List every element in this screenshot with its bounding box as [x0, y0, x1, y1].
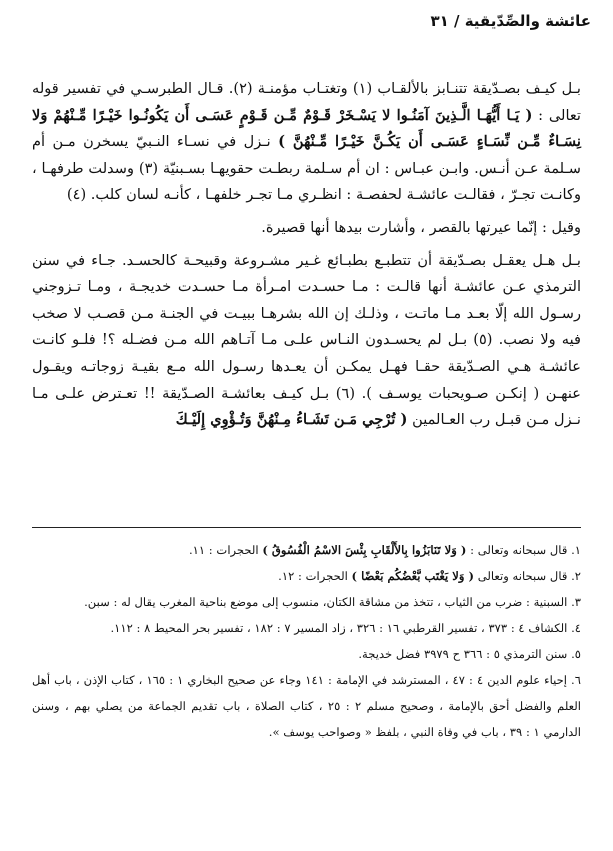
running-header: عائشة والصِّدّيقية / ٣١	[430, 12, 591, 30]
text-run: بـل هـل يعقـل بصـدّيقة أن تتطبـع بطبـائع غـير مشـروعة وقبيحـة كالحسـد. جـاء في سنن الترمذي عـن عائشـة أنها قالـت : مـا حسـدت امـرأة مـا حسـدت خديجـة ، ومـا تـزوجني رسـول الله إلّا بعـد مـا ماتـت ، وذلـك إن الله بشرهـا ببيـت في الجنـة مـن قصـب لا صخب فيه ولا نصب.	[32, 251, 581, 349]
paragraph-1	[32, 76, 581, 209]
footnote-3: ٣. السبنية : ضرب من الثياب ، تتخذ من مشاقة الكتان، منسوب إلى موضع بناحية المغرب يقال له : سبن.	[84, 595, 581, 609]
quran-verse: ( تُرْجِي مَـن تَشَـاءُ مِـنْهُنَّ وَتُـؤْوِي إِلَيْـكَ	[175, 411, 408, 429]
paragraph-2: وقيل : إنّما عيرتها بالقصر ، وأشارت بيدها أنها قصيرة.	[261, 218, 581, 236]
footnote-source: الحجرات : ١١.	[188, 543, 263, 557]
footnote-ref[interactable]: (٢)	[233, 80, 253, 97]
footnotes	[32, 537, 581, 745]
quran-verse: ( وَلا تَنَابَزُوا بِالأَلْقَابِ بِئْسَ الاسْمُ الْفُسُوقُ )	[262, 543, 467, 557]
footnote-separator	[32, 527, 581, 528]
paragraph-3	[32, 248, 581, 434]
text-run: وسدلت طرفهـا ، وكانـت تجـرّ ، فقالـت عائشـة لحفصـة : انظـري مـا تجـر خلفهـا ، كأنـه لسان كلب.	[32, 159, 581, 204]
footnote-ref[interactable]: (٤)	[66, 186, 87, 204]
quran-verse: ( يَـا أَيُّهَـا الَّـذِينَ آمَنُـوا لا يَسْـخَرْ قَـوْمٌ مِّـن قَـوْمٍ عَسَـى أَن يَكُونُـوا خَيْـرًا مِّـنْهُمْ وَلا نِسَـاءٌ مِّـن نِّسَـاءٍ عَسَـى أَن يَكُـنَّ خَيْـرًا مِّـنْهُنَّ )	[32, 106, 581, 151]
footnote-4: ٤. الكشاف ٤ : ٣٧٣ ، تفسير القرطبي ١٦ : ٣٢٦ ، زاد المسير ٧ : ١٨٢ ، تفسير بحر المحيط ٨ : ١١٢.	[110, 621, 581, 635]
text-run: . قـال الطبرسـي في تفسير قوله تعالى :	[32, 80, 581, 124]
footnote-ref[interactable]: (٦)	[335, 384, 356, 402]
text-run: بـل كيـف بعائشـة الصـدّيقة !! تعـترض علـى مـا نـزل مـن قبـل رب العـالمين	[32, 384, 581, 429]
footnote-ref[interactable]: (٥)	[473, 331, 493, 349]
footnote-text: ١. قال سبحانه وتعالى :	[466, 543, 581, 557]
footnote-1	[32, 537, 581, 563]
footnote-ref[interactable]: (١)	[352, 80, 373, 97]
main-text	[32, 76, 581, 440]
text-run: وتغتـاب مؤمنـة	[252, 80, 353, 97]
footnote-2	[32, 563, 581, 589]
footnote-ref[interactable]: (٣)	[138, 159, 159, 177]
quran-verse: ( وَلا يَغْتَب بَّعْضُكُم بَعْضًا )	[351, 569, 475, 583]
footnote-6: ٦. إحياء علوم الدين ٤ : ٤٧ ، المسترشد في الإمامة : ١٤١ وجاء عن صحيح البخاري ١ : ١٦٥ ، كتاب الإذن ، باب أهل العلم والفضل أحق بالإمامة ، وصحيح مسلم ٢ : ٢٥ ، كتاب الصلاة ، باب تقديم الجماعة من يصلي بهم ، وسنن الدارمي ١ : ٣٩ ، باب في وفاة النبي ، بلفظ « وصواحب يوسف ».	[32, 673, 582, 739]
text-run: بـل كيـف بصـدّيقة تتنـابز بالألقـاب	[372, 80, 581, 97]
text-run: بـل لم يحسـدون النـاس علـى مـا آتـاهم الله مـن فضـله ؟! فلـو كانـت عائشـة هـي الصـدّيقة حقـا فهـل يمكـن أن يعـدها رسـول الله مـع بقيـة زوجاتـه ويقـول عنهـن ( إنكـن صـويحبات يوسـف ).	[32, 331, 581, 402]
footnote-source: الحجرات : ١٢.	[278, 569, 352, 583]
footnote-text: ٢. قال سبحانه وتعالى	[474, 569, 581, 583]
footnote-5: ٥. سنن الترمذي ٥ : ٣٦٦ ح ٣٩٧٩ فضل خديجة.	[358, 647, 581, 661]
text-run: نـزل في نسـاء النـبيّ يسخرن مـن أم سـلمة عـن أنـس. وابـن عبـاس : ان أم سـلمة ربطـت حقويهـا بسـبنيّة	[32, 133, 581, 177]
